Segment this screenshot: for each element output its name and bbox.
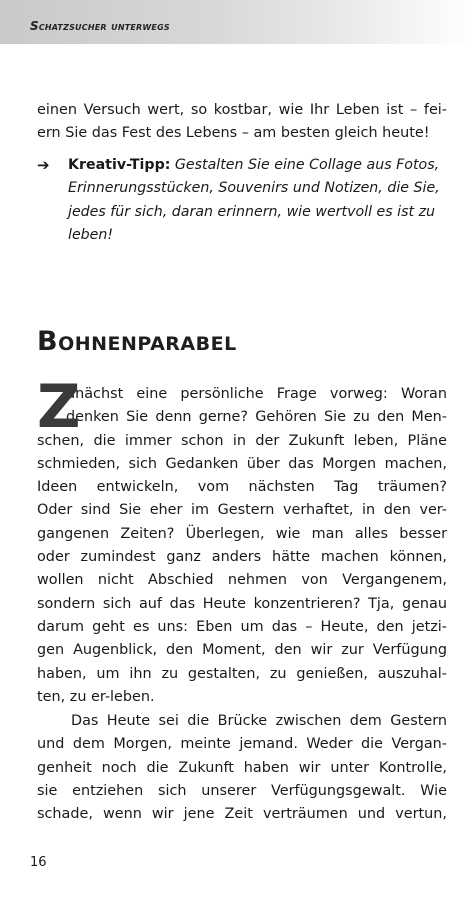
text-line: genheit noch die Zukunft haben wir unter Kontrolle,: [37, 759, 447, 776]
text-line: Das Heute sei die Brücke zwischen dem Gestern: [71, 713, 447, 729]
text-line: schmieden, sich Gedanken über das Morgen machen,: [37, 455, 447, 472]
text-line: Ideen entwickeln, vom nächsten Tag träumen?: [37, 479, 447, 496]
section-heading: Bohnenparabel: [37, 326, 237, 357]
tip-line: [68, 154, 447, 177]
running-title: Schatzsucher unterwegs: [30, 19, 170, 33]
text-line: gangenen Zeiten? Überlegen, wie man alles besser: [37, 525, 447, 542]
tip-label: Kreativ-Tipp:: [68, 157, 171, 173]
tip-line: Erinnerungsstücken, Souvenirs und Notizen, die Sie,: [68, 180, 440, 197]
paragraph-2: [37, 710, 447, 826]
text-line: haben, um ihn zu gestalten, zu genießen, auszuhal-: [37, 665, 447, 682]
arrow-right-icon: ➔: [37, 156, 50, 174]
tip-line: jedes für sich, daran erinnern, wie wertvoll es ist zu: [68, 203, 436, 220]
text-line: sondern sich auf das Heute konzentrieren? Tja, genau: [37, 595, 447, 612]
text-line: sie entziehen sich unserer Verfügungsgewalt. Wie: [37, 782, 447, 799]
running-header: [0, 0, 473, 44]
text-line: darum geht es uns: Eben um das – Heute, den jetzi-: [37, 618, 447, 635]
text-line: Oder sind Sie eher im Gestern verhaftet, in den ver-: [37, 502, 447, 519]
tip-line-rest: Gestalten Sie eine Collage aus Fotos,: [170, 157, 440, 173]
text-line: schade, wenn wir jene Zeit verträumen und vertun,: [37, 806, 447, 823]
intro-paragraph: [37, 99, 447, 146]
text-line: gen Augenblick, den Moment, den wir zur Verfügung: [37, 642, 447, 659]
drop-cap: Z: [37, 372, 81, 442]
text-line: schen, die immer schon in der Zukunft leben, Pläne: [37, 432, 447, 449]
text-line: denken Sie denn gerne? Gehören Sie zu den Men-: [66, 409, 447, 426]
text-line: ten, zu er-leben.: [37, 688, 155, 705]
text-line: einen Versuch wert, so kostbar, wie Ihr Leben ist – fei-: [37, 102, 447, 118]
text-line: ern Sie das Fest des Lebens – am besten gleich heute!: [37, 125, 430, 142]
text-line: oder zumindest ganz anders hätte machen können,: [37, 549, 447, 566]
text-line: unächst eine persönliche Frage vorweg: Woran: [66, 386, 447, 402]
tip-line: leben!: [68, 226, 114, 243]
text-line: wollen nicht Abschied nehmen von Vergangenem,: [37, 572, 447, 589]
page-number: 16: [30, 855, 47, 870]
paragraph-1: [37, 372, 447, 709]
text-line: und dem Morgen, meinte jemand. Weder die Vergan-: [37, 736, 447, 753]
